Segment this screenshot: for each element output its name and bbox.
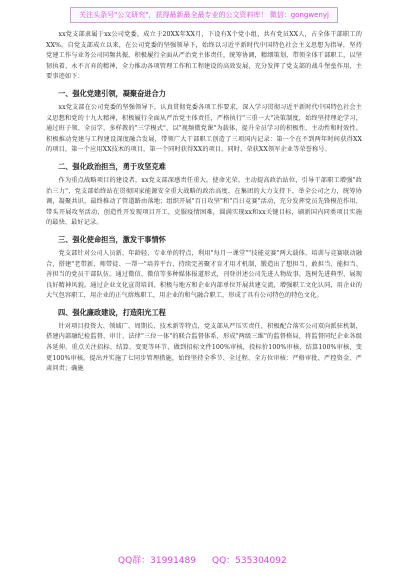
section-4 <box>46 307 362 375</box>
section-1 <box>46 88 362 156</box>
section-heading: 一、强化党建引领，凝聚奋进合力 <box>58 88 166 98</box>
section-heading: 四、强化廉政建设，打造阳光工程 <box>58 307 166 317</box>
section-body: 针对项目投资大、领域广、周期长、技术新等特点，党支部从严压实责任，积极配合落实公司双向派驻机制，搭建内部融纪检监督、审计、法律"三位一体"的联合监督体系，形成"两级三维"的监督格局，将监督同纪企业各级各延伸。重点关注招标、结算、变更等环节，做到招标文件100%审核，投标价100%审核，结算100%审核，变更100%审核。提出并实施了七同步管理措施，始终坚持全季节、全过程、全方位审核：严格审批、严控资金、严肃问责；确施 <box>46 322 362 373</box>
section-body: 党支部针对公司人员新、年龄轻、专业单的特点，利用"每月一课堂""技能竞赛"两大载体，培训与竞赛联动融合，搭建"老带新、师带徒、一帮一"培养平台，持续完善聚才育才用才机制，锻造出了想担当、敢担当、能担当、善担当的党员干部队伍。通过微信、微信等多种媒体报道形式，刊登讲述公司先进人物故事，选树先进典型，展现良好精神风貌。通过企业文化宣贯培训、积极与地方和企业内部单位开展共建交流，增强职工文化认同，用企业的大气包容职工，用企业的正气熔炼职工，用企业的和气融合职工，形成了具有公司特色的特色文化。 <box>46 249 362 300</box>
document-body <box>46 30 362 375</box>
section-3 <box>46 234 362 302</box>
qq-contact-text: QQ：535304092 <box>212 556 287 566</box>
section-heading: 二、强化政治担当，勇于攻坚克难 <box>58 161 166 171</box>
intro-paragraph: xx党支部隶属于xx公司党委，成立于20XX年XX月，下设有X个党小组，共有党员XX人，占全体干部职工的XX%。自党支部成立以来，在公司党委的坚强领导下，始终以习近平新时代中国特色社会主义思想为指导，坚持党建工作与业务公司同频共振，积极履行全面从严治党主体责任，统筹协调，精细策划，带领全体干部职工，以坚韧执着、永不言弃的精神，全力推动各项管理工作和工程建设的高效发展，充分发挥了党支部的战斗堡垒作用，主要事迹如下： <box>46 31 362 81</box>
promo-banner: 关注头条号"公文研究"，获得最新最全最专业的公文资料库！ 微信：gongwenyj <box>70 7 338 23</box>
section-body: 作为重点战略项目的建设者，xx党支部深感责任重大，使命光荣。主动提高政治站位，引导干部职工增强"政治三力"，党支部始终站在贯彻国家能源安全重大战略的政治高度，在集团的大力支持下，举全公司之力，统筹协调，凝聚共识，最终推动了管道路由落地；组织开展"百日攻坚"和"百日竞赛"活动，充分发挥党员先锋模范作用，带头开展攻坚活动，创造性开发现项目开工，克服疫情困难，圆满实现xx和xx关键目标，刷新国内同类项目实施的最快、最好记录。 <box>46 176 362 227</box>
footer-contacts <box>0 553 408 569</box>
section-body: xx党支部在公司党委的坚强领导下，认真贯彻党委各项工作要求，深入学习贯彻习近平新时代中国特色社会主义思想和党的十九大精神，积极履行全面从严治党主体责任，严格执行"三重一大"决策制度，始终坚持理论学习，通过班子领、全员学、多样教的"三学模式"，以"视频微党课"为载体，提升全员学习的积极性、主动性和时效性。积极推动党建与工程建设深度融合发展，带领广大干部职工创造了三项国内记录：第一个在不到两年时间获得XX的项目，第一个应用XX技术的项目，第一个同时获得XX的项目。同时，荣获XX领军企业等荣誉称号。 <box>46 103 362 154</box>
qq-group-text: QQ群：31991489 <box>118 556 196 566</box>
section-2 <box>46 161 362 229</box>
section-heading: 三、强化使命担当，激发干事情怀 <box>58 234 166 244</box>
